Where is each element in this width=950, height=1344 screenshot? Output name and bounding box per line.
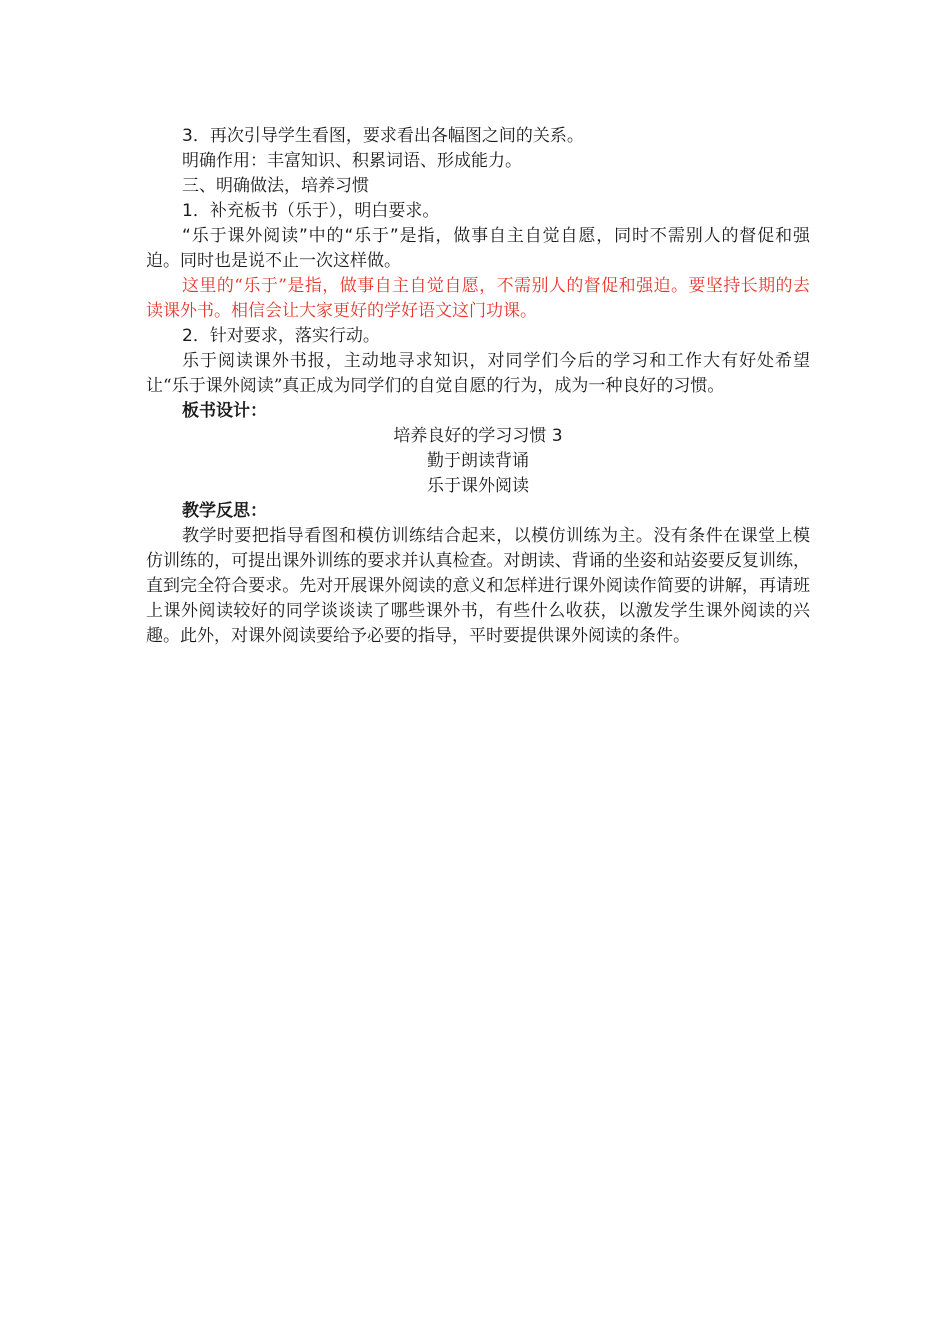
paragraph-explanation: “乐于课外阅读”中的“乐于”是指，做事自主自觉自愿，同时不需别人的督促和强迫。同时也是说不止一次这样做。 — [146, 226, 810, 271]
paragraph-step-3: 3．再次引导学生看图，要求看出各幅图之间的关系。 — [182, 126, 584, 146]
reflection-body: 教学时要把指导看图和模仿训练结合起来，以模仿训练为主。没有条件在课堂上模仿训练的，可提出课外训练的要求并认真检查。对朗读、背诵的坐姿和站姿要反复训练，直到完全符合要求。先对开展课外阅读的意义和怎样进行课外阅读作简要的讲解，再请班上课外阅读较好的同学谈谈读了哪些课外书，有些什么收获，以激发学生课外阅读的兴趣。此外，对课外阅读要给予必要的指导，平时要提供课外阅读的条件。 — [146, 526, 810, 646]
document-body — [146, 124, 810, 649]
paragraph-goal: 乐于阅读课外书报，主动地寻求知识，对同学们今后的学习和工作大有好处希望让“乐于课外阅读”真正成为同学们的自觉自愿的行为，成为一种良好的习惯。 — [146, 351, 810, 396]
paragraph-purpose: 明确作用：丰富知识、积累词语、形成能力。 — [182, 151, 522, 171]
board-design-line-3: 乐于课外阅读 — [427, 476, 529, 496]
paragraph-step-2: 2．针对要求，落实行动。 — [182, 326, 380, 346]
reflection-heading: 教学反思： — [182, 501, 267, 521]
section-heading-3: 三、明确做法，培养习惯 — [182, 176, 369, 196]
paragraph-step-1: 1．补充板书（乐于），明白要求。 — [182, 201, 440, 221]
board-design-line-1: 培养良好的学习习惯 3 — [393, 426, 563, 446]
board-design-heading: 板书设计： — [182, 401, 267, 421]
paragraph-red-note: 这里的“乐于”是指，做事自主自觉自愿，不需别人的督促和强迫。要坚持长期的去读课外书。相信会让大家更好的学好语文这门功课。 — [146, 276, 810, 321]
board-design-line-2: 勤于朗读背诵 — [427, 451, 529, 471]
